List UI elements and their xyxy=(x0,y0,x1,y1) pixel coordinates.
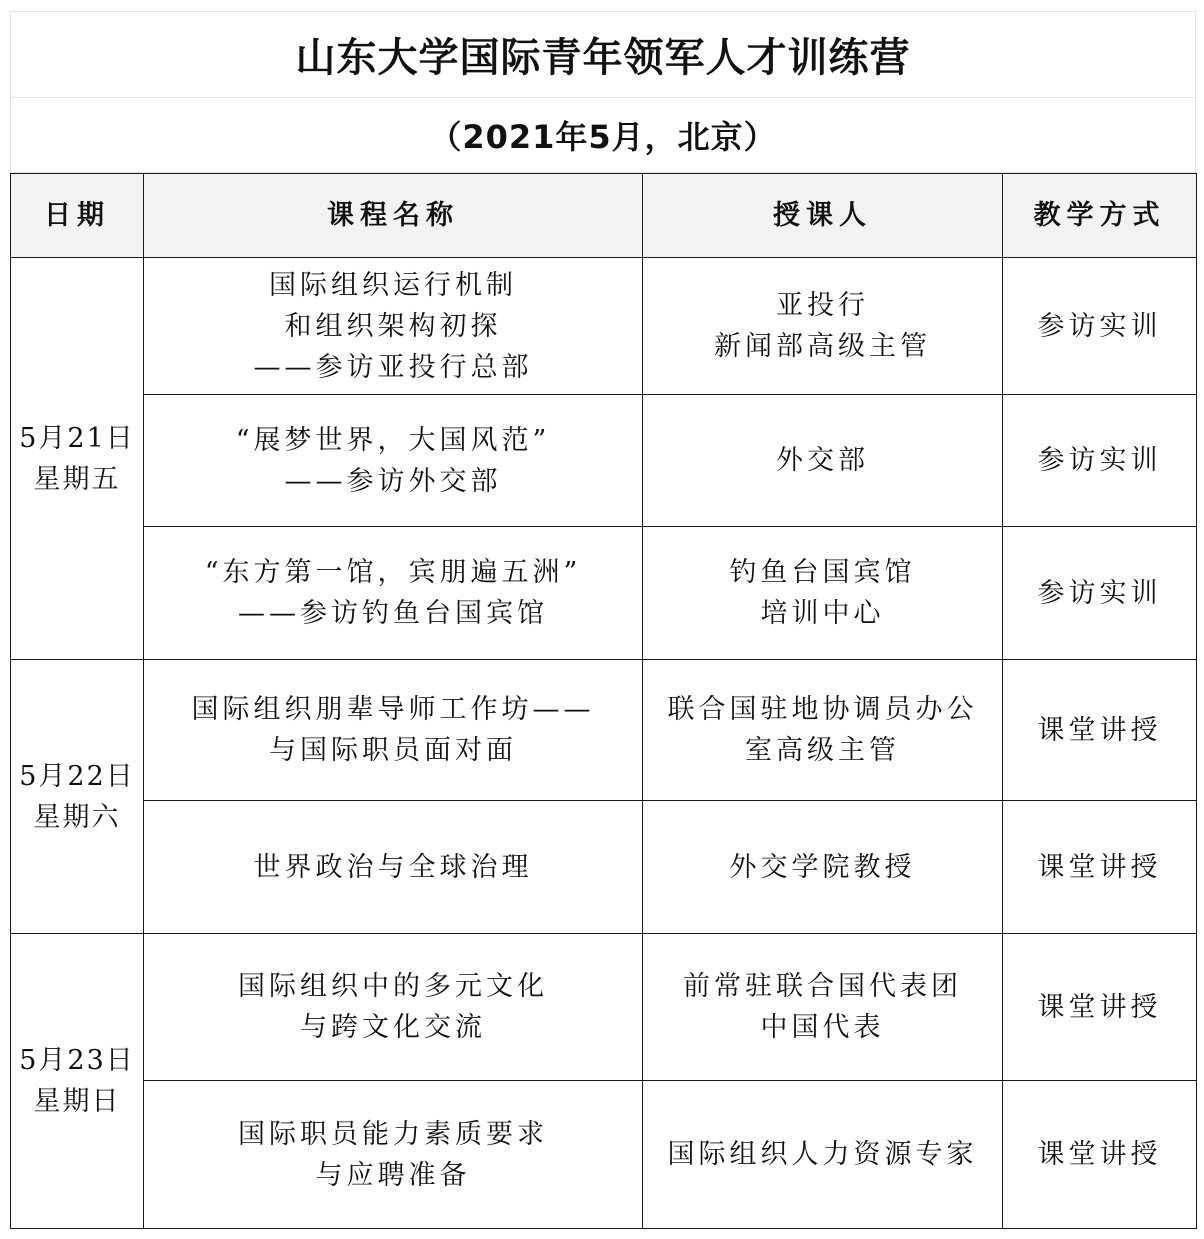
course-cell xyxy=(144,258,643,395)
course-cell xyxy=(144,1081,643,1229)
date-text: 5月23日 xyxy=(19,1045,135,1076)
lecturer-line: 外交学院教授 xyxy=(729,851,916,883)
lecturer-line: 外交部 xyxy=(776,445,869,476)
lecturer-cell xyxy=(643,527,1003,660)
table-row xyxy=(11,934,1197,1081)
date-text: 5月22日 xyxy=(19,760,135,792)
lecturer-line: 国际组织人力资源专家 xyxy=(667,1139,978,1170)
method-cell: 参访实训 xyxy=(1003,395,1197,527)
lecturer-line: 钓鱼台国宾馆 xyxy=(729,557,916,588)
header-date: 日期 xyxy=(11,174,144,258)
method-cell: 课堂讲授 xyxy=(1003,801,1197,934)
course-cell xyxy=(144,527,643,660)
course-line: “东方第一馆，宾朋遍五洲” xyxy=(204,557,582,588)
course-line: 国际职员能力素质要求 xyxy=(238,1118,548,1150)
schedule-table xyxy=(10,173,1197,1229)
course-cell xyxy=(144,801,643,934)
lecturer-line: 前常驻联合国代表团 xyxy=(683,971,962,1002)
course-line: ——参访外交部 xyxy=(284,465,502,497)
header-row xyxy=(11,174,1197,258)
course-line: 世界政治与全球治理 xyxy=(253,851,533,883)
course-line: 和组织架构初探 xyxy=(284,310,502,342)
method-cell: 课堂讲授 xyxy=(1003,660,1197,801)
table-row xyxy=(11,1081,1197,1229)
method-cell: 课堂讲授 xyxy=(1003,934,1197,1081)
table-row xyxy=(11,527,1197,660)
lecturer-cell xyxy=(643,258,1003,395)
schedule-sheet xyxy=(10,11,1196,1228)
lecturer-line: 培训中心 xyxy=(760,598,885,629)
table-row xyxy=(11,395,1197,527)
course-line: 与跨文化交流 xyxy=(300,1012,486,1043)
weekday-text: 星期日 xyxy=(33,1086,121,1117)
course-line: 国际组织中的多元文化 xyxy=(238,971,548,1002)
course-cell xyxy=(144,395,643,527)
date-cell xyxy=(11,660,144,934)
page-subtitle: （2021年5月，北京） xyxy=(10,97,1196,173)
lecturer-line: 新闻部高级主管 xyxy=(714,331,931,362)
lecturer-cell xyxy=(643,934,1003,1081)
lecturer-cell xyxy=(643,395,1003,527)
date-cell xyxy=(11,934,144,1229)
header-method: 教学方式 xyxy=(1003,174,1197,258)
method-cell: 课堂讲授 xyxy=(1003,1081,1197,1229)
lecturer-cell xyxy=(643,801,1003,934)
method-cell: 参访实训 xyxy=(1003,258,1197,395)
page-title: 山东大学国际青年领军人才训练营 xyxy=(10,11,1196,97)
course-line: 与国际职员面对面 xyxy=(269,735,517,766)
course-cell xyxy=(144,934,643,1081)
lecturer-line: 亚投行 xyxy=(776,290,869,321)
course-line: 与应聘准备 xyxy=(315,1159,471,1191)
lecturer-cell xyxy=(643,1081,1003,1229)
course-line: ——参访亚投行总部 xyxy=(253,351,533,383)
lecturer-line: 联合国驻地协调员办公 xyxy=(667,694,978,725)
weekday-text: 星期五 xyxy=(33,463,121,495)
lecturer-line: 中国代表 xyxy=(760,1012,885,1043)
table-row xyxy=(11,258,1197,395)
course-line: 国际组织运行机制 xyxy=(269,269,517,301)
table-row xyxy=(11,660,1197,801)
date-cell xyxy=(11,258,144,660)
course-line: “展梦世界，大国风范” xyxy=(235,424,551,456)
course-cell xyxy=(144,660,643,801)
header-lecturer: 授课人 xyxy=(643,174,1003,258)
course-line: 国际组织朋辈导师工作坊—— xyxy=(191,694,595,725)
header-course: 课程名称 xyxy=(144,174,643,258)
date-text: 5月21日 xyxy=(19,422,135,454)
course-line: ——参访钓鱼台国宾馆 xyxy=(238,598,548,629)
lecturer-line: 室高级主管 xyxy=(745,735,900,766)
lecturer-cell xyxy=(643,660,1003,801)
table-row xyxy=(11,801,1197,934)
method-cell: 参访实训 xyxy=(1003,527,1197,660)
weekday-text: 星期六 xyxy=(33,801,121,833)
